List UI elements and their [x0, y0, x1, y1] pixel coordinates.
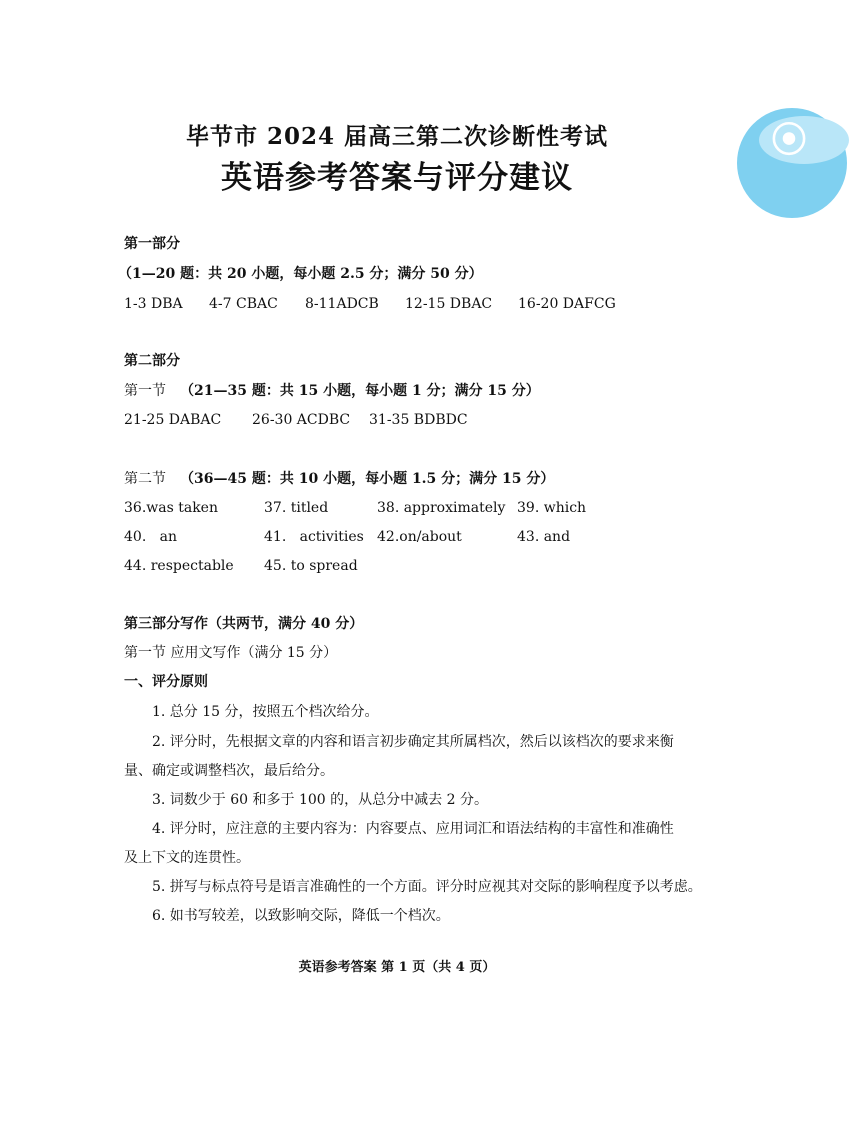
part2-section2-label: 第二节 — [124, 471, 166, 487]
part2-section2-answer-37: 37. titled — [264, 500, 329, 516]
principle-4-continued: 及上下文的连贯性。 — [124, 850, 250, 866]
part1-answer-4: 12-15 DBAC — [405, 296, 493, 312]
principle-3: 3. 词数少于 60 和多于 100 的，从总分中减去 2 分。 — [152, 792, 488, 808]
part2-section1-label: 第一节 — [124, 383, 166, 399]
document-title: 英语参考答案与评分建议 — [221, 160, 573, 196]
logo-icon: ⦿ — [771, 120, 808, 161]
part2-section2-answer-40: 40. an — [124, 529, 177, 545]
part2-section1-note: （21—35 题：共 15 小题，每小题 1 分；满分 15 分） — [180, 383, 540, 399]
principles-heading: 一、评分原则 — [124, 674, 208, 690]
part2-section2-answer-36: 36.was taken — [124, 500, 218, 516]
part2-section1-answer-3: 31-35 BDBDC — [369, 412, 468, 428]
part2-section2-answer-38: 38. approximately — [377, 500, 506, 516]
part3-heading: 第三部分写作（共两节，满分 40 分） — [124, 616, 364, 632]
part2-section2-answer-39: 39. which — [517, 500, 587, 516]
page-footer: 英语参考答案 第 1 页（共 4 页） — [298, 960, 496, 975]
part1-note: （1—20 题：共 20 小题，每小题 2.5 分；满分 50 分） — [118, 266, 483, 282]
principle-6: 6. 如书写较差，以致影响交际，降低一个档次。 — [152, 908, 450, 924]
part2-section2-answer-41: 41. activities — [264, 529, 364, 545]
principle-1: 1. 总分 15 分，按照五个档次给分。 — [152, 704, 379, 720]
part1-answer-2: 4-7 CBAC — [209, 296, 278, 312]
part2-section1-answer-2: 26-30 ACDBC — [252, 412, 351, 428]
principle-4: 4. 评分时，应注意的主要内容为：内容要点、应用词汇和语法结构的丰富性和准确性 — [152, 821, 674, 837]
part3-section1-title: 第一节 应用文写作（满分 15 分） — [124, 645, 338, 661]
part2-section2-answer-43: 43. and — [517, 529, 571, 545]
part1-answer-1: 1-3 DBA — [124, 296, 183, 312]
principle-2-continued: 量、确定或调整档次，最后给分。 — [124, 763, 334, 779]
part1-heading: 第一部分 — [124, 236, 180, 252]
part1-answer-3: 8-11ADCB — [305, 296, 379, 312]
principle-2: 2. 评分时，先根据文章的内容和语言初步确定其所属档次，然后以该档次的要求来衡 — [152, 734, 674, 750]
part2-section2-answer-44: 44. respectable — [124, 558, 234, 574]
part2-section2-answer-42: 42.on/about — [377, 529, 462, 545]
part2-section1-answer-1: 21-25 DABAC — [124, 412, 222, 428]
principle-5: 5. 拼写与标点符号是语言准确性的一个方面。评分时应视其对交际的影响程度予以考虑。 — [152, 879, 702, 895]
part2-section2-answer-45: 45. to spread — [264, 558, 358, 574]
part2-section2-note: （36—45 题：共 10 小题，每小题 1.5 分；满分 15 分） — [180, 471, 555, 487]
part2-heading: 第二部分 — [124, 353, 180, 369]
exam-title: 毕节市 2024 届高三第二次诊断性考试 — [185, 123, 609, 150]
part1-answer-5: 16-20 DAFCG — [518, 296, 616, 312]
